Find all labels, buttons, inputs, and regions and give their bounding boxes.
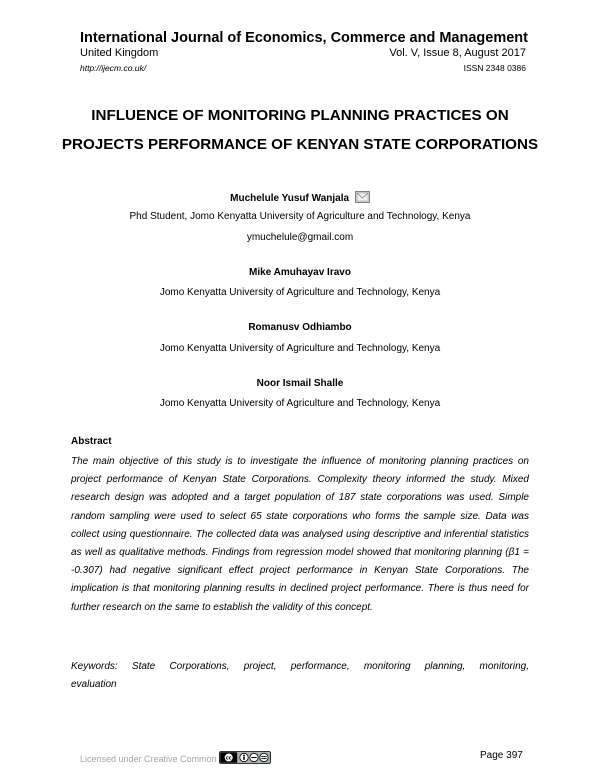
mail-icon[interactable] xyxy=(355,191,370,206)
license-text: Licensed under Creative Common xyxy=(80,753,217,764)
author-4-affiliation: Jomo Kenyatta University of Agriculture and Technology, Kenya xyxy=(159,398,441,409)
author-1-email[interactable]: ymuchelule@gmail.com xyxy=(246,232,354,243)
author-3-name: Romanusv Odhiambo xyxy=(248,322,352,333)
journal-url-link[interactable]: http://ijecm.co.uk/ xyxy=(80,63,147,73)
keywords xyxy=(71,658,529,694)
author-3-affiliation: Jomo Kenyatta University of Agriculture and Technology, Kenya xyxy=(159,343,441,354)
svg-text:cc: cc xyxy=(225,755,232,762)
paper-title-line-2: PROJECTS PERFORMANCE OF KENYAN STATE CORPORATIONS xyxy=(61,136,539,153)
author-1 xyxy=(0,191,600,206)
creative-commons-icon[interactable] xyxy=(219,751,271,766)
page-number: Page 397 xyxy=(480,750,523,761)
journal-volume: Vol. V, Issue 8, August 2017 xyxy=(389,47,526,59)
footer-license xyxy=(80,751,271,766)
journal-title: International Journal of Economics, Commerce and Management xyxy=(80,30,528,46)
author-4-name: Noor Ismail Shalle xyxy=(256,378,344,389)
author-2-affiliation: Jomo Kenyatta University of Agriculture and Technology, Kenya xyxy=(159,287,441,298)
paper-title-line-1: INFLUENCE OF MONITORING PLANNING PRACTICES ON xyxy=(91,107,509,124)
author-2-name: Mike Amuhayav Iravo xyxy=(249,267,351,278)
header-row-url xyxy=(80,63,526,73)
keywords-line-1: Keywords: State Corporations, project, performance, monitoring planning, monitoring, xyxy=(71,661,529,672)
abstract-heading: Abstract xyxy=(71,436,112,447)
header-row-location xyxy=(80,47,526,59)
keywords-line-2: evaluation xyxy=(71,679,117,690)
journal-issn: ISSN 2348 0386 xyxy=(463,63,526,73)
author-1-name: Muchelule Yusuf Wanjala xyxy=(230,193,350,204)
journal-location: United Kingdom xyxy=(80,47,159,59)
abstract-body: The main objective of this study is to investigate the influence of monitoring planning practices on project performance of Kenyan State Corporations. Complexity theory informed the study. Mixed research design was adopted and a target population of 187 state corporations was used. Simple random sampling were used to select 65 state corporations who forms the sample size. Data was collect using questionnaire. The collected data was analysed using descriptive and inferential statistics as well as qualitative methods. Findings from regression model showed that monitoring planning (β1 = -0.307) had negative significant effect project performance in Kenyan State Corporations. The implication is that monitoring planning results in declined project performance. There is thus need for further research on the same to establish the validity of this concept. xyxy=(71,456,529,613)
author-1-affiliation: Phd Student, Jomo Kenyatta University of Agriculture and Technology, Kenya xyxy=(129,211,471,222)
